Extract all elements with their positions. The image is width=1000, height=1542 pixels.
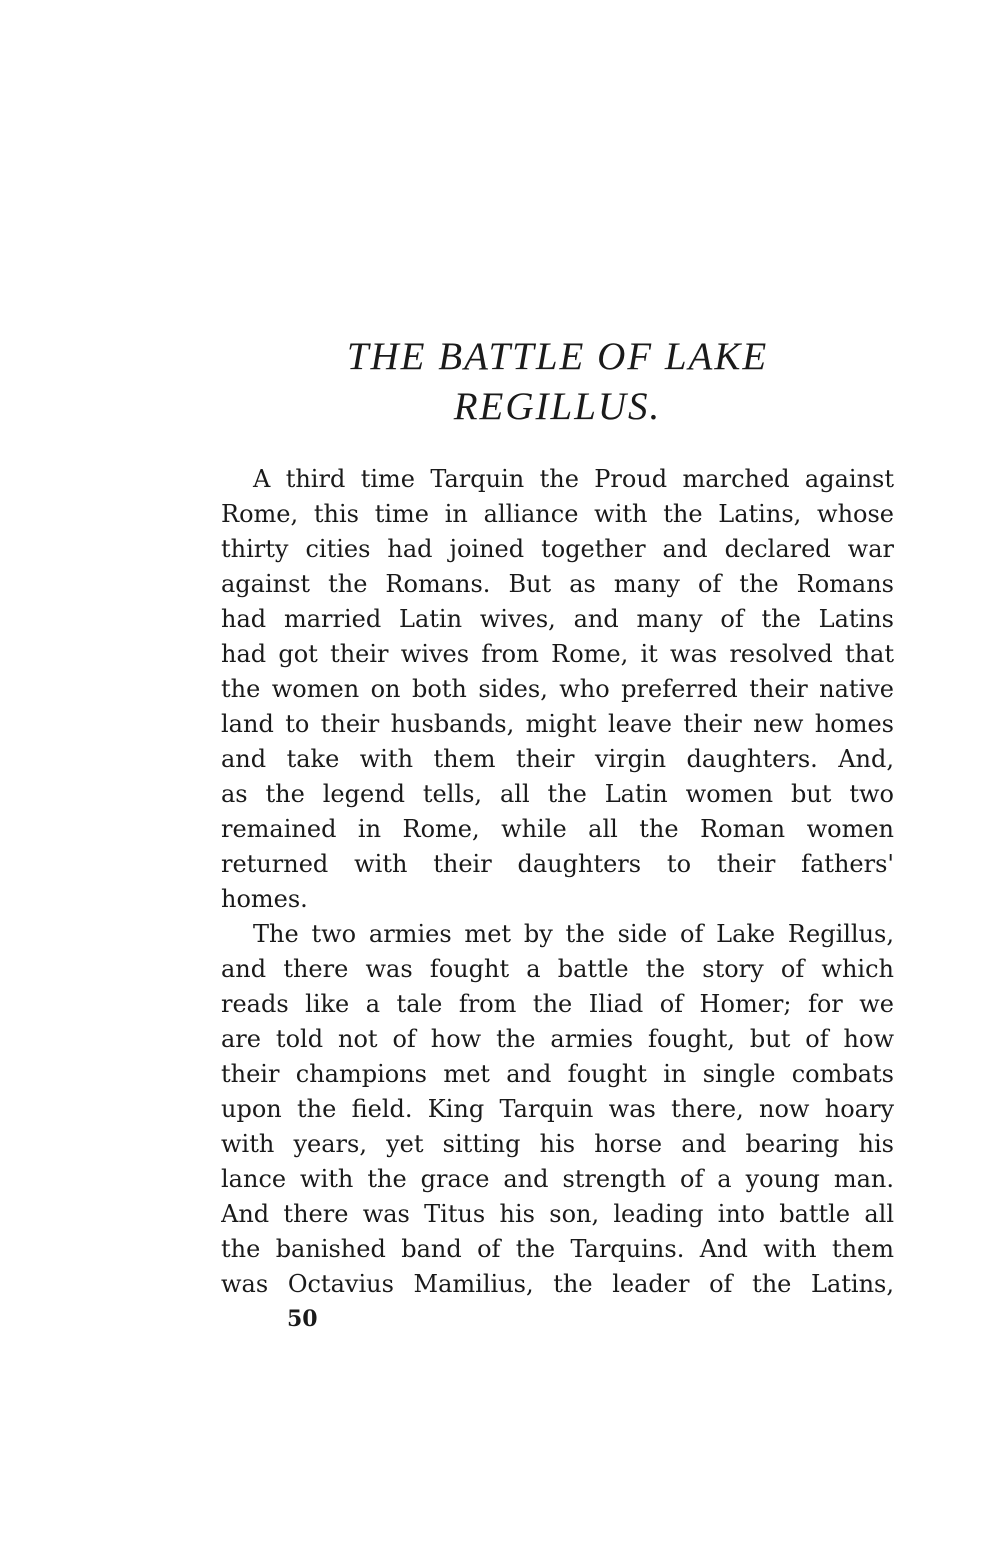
text-line: was Octavius Mamilius, the leader of the Latins, [221, 1270, 894, 1298]
text-line: had married Latin wives, and many of the Latins [221, 605, 894, 633]
text-line: homes. [221, 885, 308, 913]
text-line: against the Romans. But as many of the Romans [221, 570, 894, 598]
text-line: The two armies met by the side of Lake Regillus, [253, 920, 894, 948]
text-line: the women on both sides, who preferred their native [221, 675, 894, 703]
text-line: Rome, this time in alliance with the Latins, whose [221, 500, 894, 528]
text-line: lance with the grace and strength of a young man. [221, 1165, 894, 1193]
text-line: returned with their daughters to their fathers' [221, 850, 894, 878]
text-line: with years, yet sitting his horse and bearing his [221, 1130, 894, 1158]
paragraph-2 [221, 917, 894, 1302]
text-line: upon the field. King Tarquin was there, now hoary [221, 1095, 894, 1123]
paragraph-1 [221, 462, 894, 917]
text-line: and take with them their virgin daughters. And, [221, 745, 894, 773]
text-line: And there was Titus his son, leading into battle all [221, 1200, 894, 1228]
text-line: are told not of how the armies fought, but of how [221, 1025, 894, 1053]
text-line: the banished band of the Tarquins. And with them [221, 1235, 894, 1263]
text-line: thirty cities had joined together and declared war [221, 535, 894, 563]
text-line: had got their wives from Rome, it was resolved that [221, 640, 894, 668]
text-line: land to their husbands, might leave their new homes [221, 710, 894, 738]
text-line: remained in Rome, while all the Roman women [221, 815, 894, 843]
text-line: as the legend tells, all the Latin women but two [221, 780, 894, 808]
text-line: reads like a tale from the Iliad of Homer; for we [221, 990, 894, 1018]
text-line: and there was fought a battle the story of which [221, 955, 894, 983]
chapter-title-line-1: THE BATTLE OF LAKE [346, 335, 769, 378]
text-line: A third time Tarquin the Proud marched against [253, 465, 894, 493]
chapter-title-line-2: REGILLUS. [453, 385, 662, 428]
chapter-title [221, 332, 894, 432]
page-number: 50 [287, 1306, 318, 1332]
body-text [221, 462, 894, 1302]
text-line: their champions met and fought in single combats [221, 1060, 894, 1088]
